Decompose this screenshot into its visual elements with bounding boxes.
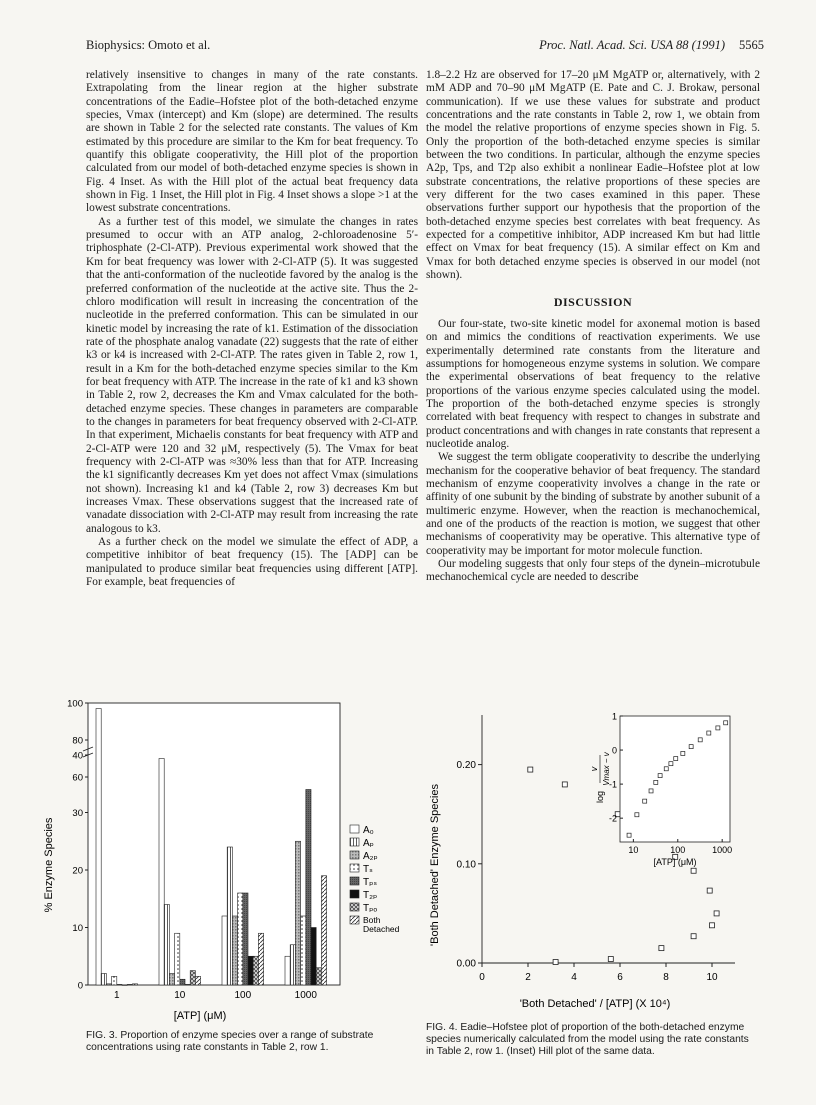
bar — [248, 956, 253, 985]
bar — [164, 905, 169, 986]
x-tick-label: 8 — [663, 972, 669, 983]
bar — [195, 976, 200, 985]
bar — [253, 956, 258, 985]
bar — [258, 933, 263, 985]
inset-y-label-num: v — [589, 766, 599, 772]
bar — [295, 841, 300, 985]
inset-x-tick-label: 100 — [670, 845, 686, 855]
y-tick-label: 30 — [72, 808, 83, 819]
inset-y-axis-label — [589, 751, 611, 803]
bar — [185, 984, 190, 985]
bar — [290, 945, 295, 985]
inset-y-tick-label: -2 — [608, 813, 617, 824]
inset-frame — [620, 716, 730, 842]
inset-data-point — [643, 799, 647, 803]
journal-citation: Proc. Natl. Acad. Sci. USA 88 (1991) — [539, 38, 725, 52]
figure-3-bar-chart — [40, 695, 420, 1025]
x-axis-label: 'Both Detached' / [ATP] (X 10⁴) — [519, 998, 671, 1010]
paragraph: relatively insensitive to changes in many of the rate constants. Extrapolating from the linear region at the higher substrate concentrations of the Eadie–Hofstee plot of the both-detached enzyme species, Vmax (intercept) and Km (slope) are determined. The results are shown in Table 2 for the selected rate constants. The values of Km estimated by this procedure are similar to the Km for beat frequency. To quantify this obligate cooperativity, the Hill plot of the proportion calculated from our model of both-detached enzyme species is shown in Fig. 4 Inset. As with the Hill plot of the actual beat frequency data shown in Fig. 1 Inset, the Hill plot in Fig. 4 Inset shows a slope >1 at the lowest substrate concentrations. — [86, 69, 418, 215]
inset-y-tick-label: 1 — [611, 711, 617, 722]
inset-data-point — [724, 721, 728, 725]
paragraph: 1.8–2.2 Hz are observed for 17–20 μM MgATP or, alternatively, with 2 mM ADP and 70–90 μM MgATP (E. Pate and C. J. Brokaw, personal communication). If we use these values for substrate and product concentrations and the rate constants in Table 2, row 1, we obtain from the model the relative proportions of enzyme species shown in Fig. 5. Only the proportion of the both-detached enzyme species is similar between the two conditions. In particular, although the enzyme species A2p, Tps, and T2p also exhibit a nonlinear Eadie–Hofstee plot at low substrate concentrations, the relative proportions of these species are very different for the two cases examined in this paper. These observations further support our hypothesis that the proportion of the both-detached enzyme species best correlates with beat frequency. As expected for a competitive inhibitor, ADP increased Km but had little effect on Vmax for beat frequency (15). A similar effect on Km and Vmax for both detached enzyme species is observed in our model (not shown). — [426, 69, 760, 282]
x-tick-label: 10 — [706, 972, 718, 983]
inset-data-point — [681, 751, 685, 755]
bar — [321, 876, 326, 985]
bar — [132, 984, 137, 985]
legend-swatch — [350, 864, 359, 872]
legend-label: Tₛ — [363, 864, 373, 875]
legend-swatch — [350, 903, 359, 911]
bar — [190, 971, 195, 985]
bar — [106, 984, 111, 985]
y-tick-label: 40 — [72, 750, 83, 762]
legend-label: Detached — [363, 924, 400, 934]
x-tick-label: 4 — [571, 972, 577, 983]
bar — [238, 893, 243, 985]
inset-data-point — [674, 757, 678, 761]
x-tick-label: 6 — [617, 972, 623, 983]
data-point — [608, 957, 613, 962]
data-point — [691, 934, 696, 939]
x-axis-label: [ATP] (μM) — [173, 1010, 227, 1022]
y-axis-label: 'Both Detached' Enzyme Species — [429, 784, 441, 946]
bar — [112, 976, 117, 985]
legend-swatch — [350, 890, 359, 898]
bar — [285, 956, 290, 985]
inset-data-point — [654, 780, 658, 784]
y-tick-label: 10 — [72, 923, 83, 934]
bar — [222, 916, 227, 985]
data-point — [691, 868, 696, 873]
y-tick-label: 100 — [67, 698, 83, 710]
inset-y-label-den: Vmax − v — [602, 752, 611, 786]
inset-data-point — [664, 767, 668, 771]
y-tick-label: 80 — [72, 735, 83, 747]
figure-4-caption: FIG. 4. Eadie–Hofstee plot of proportion of the both-detached enzyme species numerically calculated from the model using the rate constants in Table 2, row 1. (Inset) Hill plot of the same data. — [426, 1022, 749, 1058]
x-tick-label: 1000 — [294, 990, 317, 1001]
inset-x-tick-label: 1000 — [712, 845, 733, 855]
legend-label: A₀ — [363, 825, 374, 836]
x-tick-label: 1 — [114, 990, 120, 1001]
page-number: 5565 — [739, 38, 764, 52]
legend-label: A₂ₚ — [363, 851, 378, 862]
x-tick-label: 10 — [174, 990, 186, 1001]
paragraph: As a further test of this model, we simulate the changes in rates presumed to occur with an ATP analog, 2-chloroadenosine 5′-triphosphate (2-Cl-ATP). Previous experimental work showed that the Km for beat frequency was lower with 2-Cl-ATP (5). It was suggested that the anti-conformation of the nucleotide favored by the analog is the preferred conformation of the nucleotide at the active site. Thus the 2-chloro modification will result in increasing the concentration of the nucleotide in the preferred conformation. This can be simulated in our kinetic model by increasing the rate of k1. Estimation of the dissociation rate of the phosphate analog vanadate (22) suggests that the rate of either k3 or k4 is increased with 2-Cl-ATP. The rates given in Table 2, row 1, result in a Km for the both-detached enzyme species similar to the Km for beat frequency with ATP. The increase in the rate of k1 and k3 shown in Table 2, row 2, decreases the Km and Vmax calculated for the both-detached enzyme species. These changes in parameters are comparable to the changes in parameters for beat frequency observed with 2-Cl-ATP. In that experiment, Michaelis constants for beat frequency with ATP and 2-Cl-ATP were 120 and 32 μM, respectively (5). The Vmax for beat frequency with 2-Cl-ATP was ≈30% less than that for ATP. Increasing the k1 significantly decreases Km yet does not affect Vmax (simulations not shown). Increasing k1 and k4 (Table 2, row 3) decreases Km but increases Vmax. These observations suggest that the increased rate of vanadate dissociation with 2-Cl-ATP may result from increasing the rate analogous to k3. — [86, 215, 418, 535]
right-text-column — [426, 69, 760, 585]
data-point — [562, 782, 567, 787]
paragraph: We suggest the term obligate cooperativity to describe the underlying mechanism for the cooperative behavior of beat frequency. The standard mechanism of enzyme cooperativity involves a change in the rate or affinity of one subunit by the binding of substrate by another subunit of a multimeric enzyme. However, when the reaction is mechanochemical, and one of the products of the reaction is motion, we suggest that other mechanisms of cooperativity may be operative. This alternative type of cooperativity may be important for motor molecule function. — [426, 451, 760, 557]
legend-label: Tₚₛ — [363, 877, 378, 888]
inset-data-point — [627, 833, 631, 837]
x-tick-label: 0 — [479, 972, 485, 983]
legend-swatch — [350, 916, 359, 924]
bar — [316, 968, 321, 985]
y-tick-label: 0.00 — [456, 958, 476, 970]
bar — [96, 709, 101, 985]
running-header-journal — [539, 38, 764, 53]
legend-label: T₂ₚ — [363, 890, 378, 901]
inset-data-point — [716, 726, 720, 730]
bar — [227, 847, 232, 985]
data-point — [553, 960, 558, 965]
inset-data-point — [707, 731, 711, 735]
data-point — [710, 923, 715, 928]
y-tick-label: 20 — [72, 865, 83, 877]
left-text-column — [86, 69, 418, 589]
y-axis-label: % Enzyme Species — [43, 817, 55, 913]
data-point — [714, 911, 719, 916]
y-tick-label: 0.10 — [456, 859, 476, 871]
bar — [180, 979, 185, 985]
bar — [311, 928, 316, 986]
running-header-authors: Biophysics: Omoto et al. — [86, 38, 211, 52]
data-point — [659, 946, 664, 951]
figure-4-scatter-plot — [410, 710, 755, 1010]
inset-y-tick-label: 0 — [611, 745, 617, 756]
inset-data-point — [669, 762, 673, 766]
paragraph: Our modeling suggests that only four steps of the dynein–microtubule mechanochemical cycle are needed to describe — [426, 558, 760, 584]
paragraph: As a further check on the model we simulate the effect of ADP, a competitive inhibitor of beat frequency (15). The [ADP] can be manipulated to produce similar beat frequencies using different [ATP]. For example, beat frequencies of — [86, 536, 418, 589]
bar — [159, 759, 164, 986]
x-tick-label: 2 — [525, 972, 531, 983]
legend-label: Tₚₒ — [363, 903, 378, 914]
x-tick-label: 100 — [234, 990, 252, 1001]
legend-label: Both — [363, 915, 381, 925]
data-point — [707, 888, 712, 893]
bar — [306, 790, 311, 986]
inset-data-point — [658, 774, 662, 778]
legend-swatch — [350, 825, 359, 833]
bar — [175, 933, 180, 985]
legend-swatch — [350, 851, 359, 859]
legend-swatch — [350, 877, 359, 885]
legend-swatch — [350, 838, 359, 846]
inset-y-label-log: log — [595, 790, 605, 804]
bar — [117, 984, 122, 985]
inset-x-tick-label: 10 — [628, 845, 639, 855]
inset-data-point — [698, 738, 702, 742]
bar — [101, 974, 106, 986]
figure-3-caption: FIG. 3. Proportion of enzyme species over a range of substrate concentrations using rate constants in Table 2, row 1. — [86, 1030, 374, 1054]
y-tick-label: 0 — [77, 980, 83, 992]
inset-data-point — [635, 813, 639, 817]
y-tick-label: 0.20 — [456, 760, 476, 772]
inset-data-point — [649, 789, 653, 793]
inset-x-axis-label: [ATP] (μM) — [653, 857, 697, 867]
section-heading-discussion: DISCUSSION — [553, 294, 633, 309]
bar — [127, 984, 132, 985]
y-tick-label: 60 — [72, 772, 83, 784]
bar — [232, 916, 237, 985]
paragraph: Our four-state, two-site kinetic model for axonemal motion is based on and mimics the conditions of reactivation experiments. We use experimentally determined rate constants from the literature and assumptions for homogeneous enzyme systems in solution. We compare the experimental observations of beat frequency to the relative proportions of the various enzyme species calculated using the model. The proportion of the both-detached enzyme species is strongly correlated with beat frequency with respect to changes in substrate and product concentrations and with changes in rate constants that represent a nucleotide analog. — [426, 317, 760, 450]
bar — [243, 893, 248, 985]
data-point — [528, 767, 533, 772]
legend-label: Aₚ — [363, 838, 374, 849]
inset-data-point — [689, 745, 693, 749]
bar — [169, 974, 174, 986]
inset-y-tick-label: -1 — [608, 779, 617, 790]
bar — [301, 916, 306, 985]
